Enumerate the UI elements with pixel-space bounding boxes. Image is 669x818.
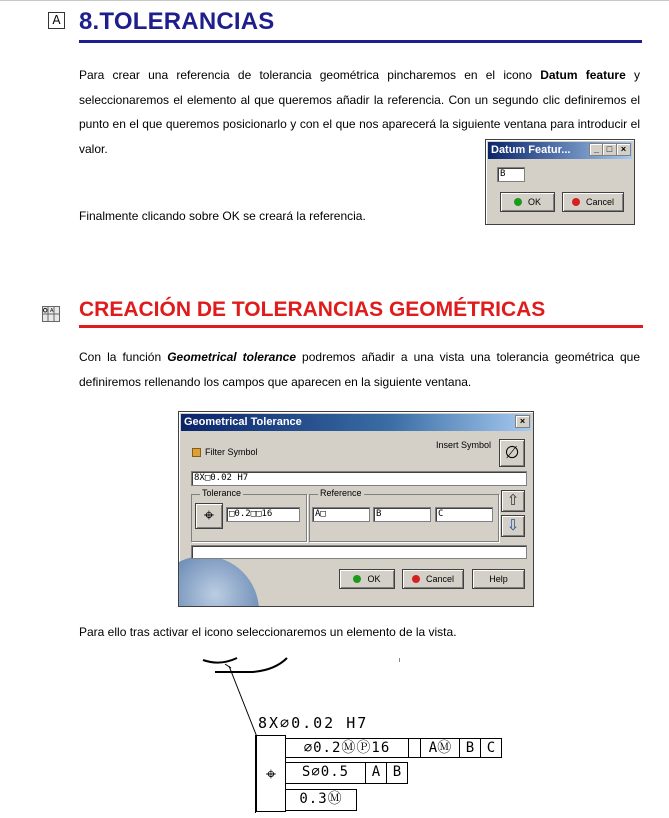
geometrical-tolerance-icon <box>42 306 60 322</box>
dialog-globe-background <box>178 556 259 607</box>
datum-cancel-label: Cancel <box>585 197 614 207</box>
geo-dialog-title: Geometrical Tolerance <box>184 416 302 428</box>
insert-symbol-diameter-button[interactable]: ∅ <box>499 439 525 467</box>
insert-symbol-label: Insert Symbol <box>436 440 492 450</box>
maximize-icon[interactable]: □ <box>602 143 617 156</box>
filter-symbol-checkbox[interactable] <box>192 448 201 457</box>
arrow-up-icon[interactable]: ⇧ <box>501 490 525 512</box>
geo-dialog-titlebar <box>181 414 531 431</box>
para1-text: Para crear una referencia de tolerancia geométrica pincharemos en el icono <box>79 68 541 82</box>
reference-c-input[interactable]: C <box>435 507 493 522</box>
fcf-row1-tolerance: ∅0.2ⓂⓅ16 <box>285 738 409 758</box>
reference-b-input[interactable]: B <box>373 507 431 522</box>
svg-text:A: A <box>50 308 54 314</box>
tolerance-value-input[interactable]: □0.2□□16 <box>226 507 300 522</box>
minimize-icon[interactable]: _ <box>589 143 604 156</box>
section2-paragraph-final: Para ello tras activar el icono seleccionaremos un elemento de la vista. <box>79 625 457 639</box>
section-title-geometric: CREACIÓN DE TOLERANCIAS GEOMÉTRICAS <box>79 298 546 321</box>
cancel-icon <box>572 198 580 206</box>
datum-dialog-title: Datum Featur... <box>491 144 571 156</box>
geometrical-tolerance-term: Geometrical tolerance <box>167 350 296 364</box>
close-icon[interactable]: × <box>616 143 631 156</box>
geo-ok-button[interactable] <box>339 569 395 589</box>
heading-rule-red <box>79 325 643 328</box>
geo-cancel-button[interactable] <box>402 569 464 589</box>
section-title-tolerancias: 8.TOLERANCIAS <box>79 8 275 35</box>
ok-icon <box>514 198 522 206</box>
fcf-left-border <box>255 735 256 813</box>
para2-text: Con la función <box>79 350 168 364</box>
position-symbol-button[interactable]: ⌖ <box>195 503 223 529</box>
datum-feature-term: Datum feature <box>540 68 626 82</box>
fcf-row3-tolerance: 0.3Ⓜ <box>285 789 357 811</box>
datum-feature-icon: A <box>48 12 65 29</box>
geo-ok-label: OK <box>367 574 381 584</box>
fcf-row1-ref-a: AⓂ <box>420 738 460 758</box>
datum-feature-dialog <box>485 139 635 225</box>
page-top-border <box>0 0 669 1</box>
drawing-header-note: 8X∅0.02 H7 <box>258 714 369 732</box>
geo-help-button[interactable] <box>472 569 525 589</box>
tolerance-group-label: Tolerance <box>202 488 242 498</box>
reference-a-input[interactable]: A□ <box>312 507 370 522</box>
arrow-down-icon[interactable]: ⇩ <box>501 515 525 537</box>
header-text-field[interactable]: 8X□0.02 H7 <box>191 471 527 486</box>
fcf-row2-ref-a: A <box>365 762 387 784</box>
fcf-row2-tolerance: S∅0.5 <box>285 762 366 784</box>
geo-cancel-icon <box>412 575 420 583</box>
fcf-row2-ref-b: B <box>386 762 408 784</box>
reference-group-label: Reference <box>320 488 362 498</box>
para2-text-cont: podremos añadir a una vista una tolerancia geométrica que definiremos rellenando los campos que aparecen en la siguiente ventana. <box>79 350 640 389</box>
datum-ok-label: OK <box>527 197 541 207</box>
position-symbol-cell: ⌖ <box>256 735 286 812</box>
datum-cancel-button[interactable] <box>562 192 624 212</box>
geo-cancel-label: Cancel <box>425 574 454 584</box>
section2-paragraph <box>79 345 640 394</box>
geometrical-tolerance-dialog <box>178 411 534 607</box>
para1-text-cont: y seleccionaremos el elemento al que queremos añadir la referencia. Con un segundo clic definiremos el punto en el que queremos posicionarlo y con el que nos aparecerá la siguiente ventana para introducir el valor. <box>79 68 640 156</box>
fcf-row1-gap <box>408 738 421 758</box>
geo-help-label: Help <box>489 574 508 584</box>
geo-ok-icon <box>353 575 361 583</box>
geo-close-icon[interactable]: × <box>515 415 530 428</box>
datum-ok-button[interactable] <box>500 192 555 212</box>
filter-symbol-label: Filter Symbol <box>205 447 258 457</box>
fcf-row1-ref-c: C <box>480 738 502 758</box>
section1-paragraph-final: Finalmente clicando sobre OK se creará la referencia. <box>79 209 366 223</box>
note-text-field[interactable] <box>191 545 527 559</box>
datum-value-input[interactable]: B <box>497 167 525 182</box>
fcf-row1-ref-b: B <box>459 738 481 758</box>
heading-rule-blue <box>79 40 642 43</box>
